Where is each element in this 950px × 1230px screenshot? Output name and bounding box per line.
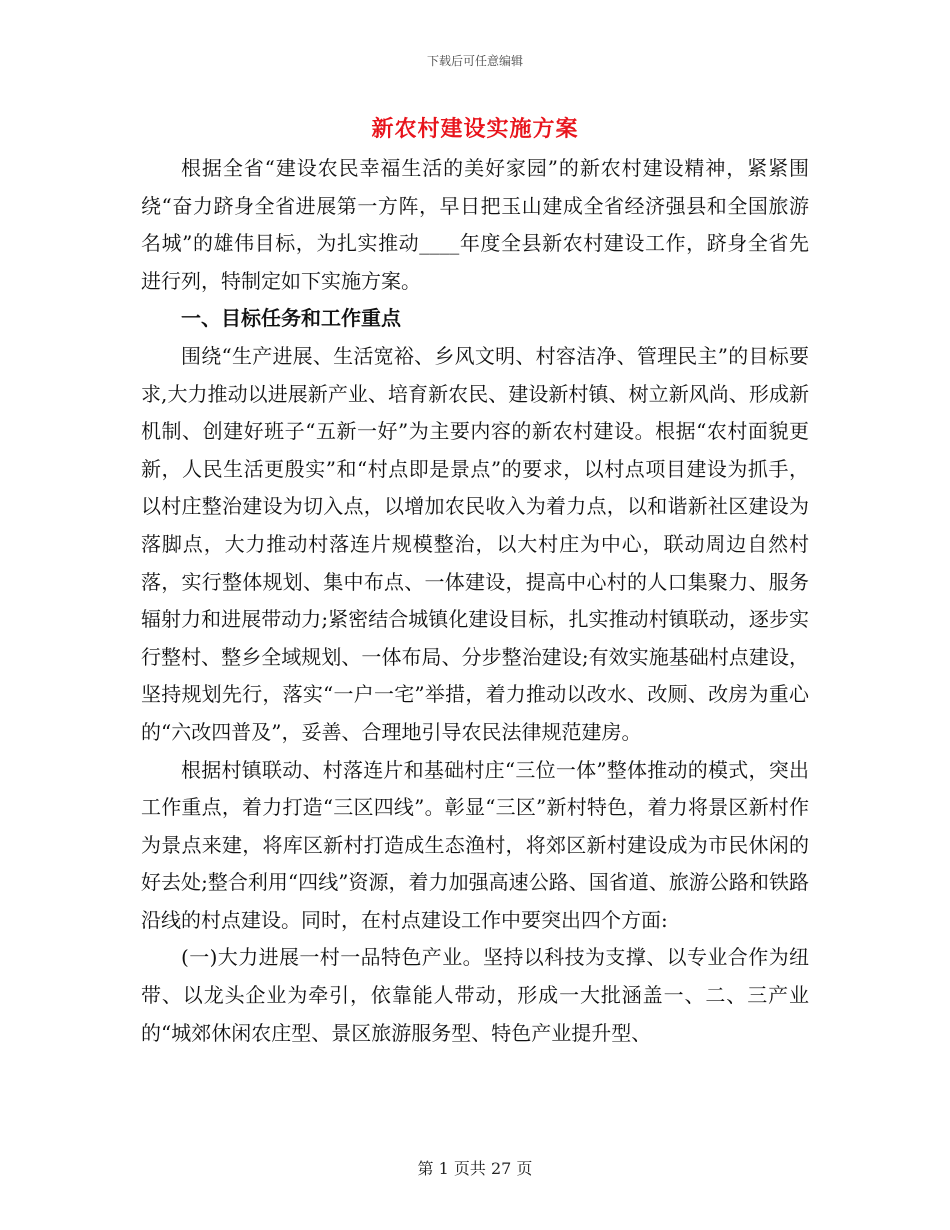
paragraph-intro: 根据全省“建设农民幸福生活的美好家园”的新农村建设精神，紧紧围绕“奋力跻身全省进展第一方阵，早日把玉山建成全省经济强县和全国旅游名城”的雄伟目标，为扎实推动____年度全县新农村建设工作，跻身全省先进行列，特制定如下实施方案。 xyxy=(141,156,809,293)
page-footer-number: 第 1 页共 27 页 xyxy=(417,1159,533,1178)
paragraph-item-1: (一)大力进展一村一品特色产业。坚持以科技为支撑、以专业合作为纽带、以龙头企业为牵引，依靠能人带动，形成一大批涵盖一、二、三产业的“城郊休闲农庄型、景区旅游服务型、特色产业提升型、 xyxy=(141,945,809,1045)
section-heading: 一、目标任务和工作重点 xyxy=(181,306,401,331)
paragraph-focus: 根据村镇联动、村落连片和基础村庄“三位一体”整体推动的模式，突出工作重点，着力打造“三区四线”。彰显“三区”新村特色，着力将景区新村作为景点来建，将库区新村打造成生态渔村，将郊区新村建设成为市民休闲的好去处;整合利用“四线”资源，着力加强高速公路、国省道、旅游公路和铁路沿线的村点建设。同时，在村点建设工作中要突出四个方面: xyxy=(141,757,809,932)
page-header-note: 下载后可任意编辑 xyxy=(426,54,523,68)
document-body xyxy=(141,150,809,1052)
paragraph-goals: 围绕“生产进展、生活宽裕、乡风文明、村容洁净、管理民主”的目标要求,大力推动以进展新产业、培育新农民、建设新村镇、树立新风尚、形成新机制、创建好班子“五新一好”为主要内容的新农村建设。根据“农村面貌更新，人民生活更殷实”和“村点即是景点”的要求，以村点项目建设为抓手，以村庄整治建设为切入点，以增加农民收入为着力点，以和谐新社区建设为落脚点，大力推动村落连片规模整治，以大村庄为中心，联动周边自然村落，实行整体规划、集中布点、一体建设，提高中心村的人口集聚力、服务辐射力和进展带动力;紧密结合城镇化建设目标，扎实推动村镇联动，逐步实行整村、整乡全域规划、一体布局、分步整治建设;有效实施基础村点建设，坚持规划先行，落实“一户一宅”举措，着力推动以改水、改厕、改房为重心的“六改四普及”，妥善、合理地引导农民法律规范建房。 xyxy=(141,343,809,744)
document-title: 新农村建设实施方案 xyxy=(371,116,579,142)
